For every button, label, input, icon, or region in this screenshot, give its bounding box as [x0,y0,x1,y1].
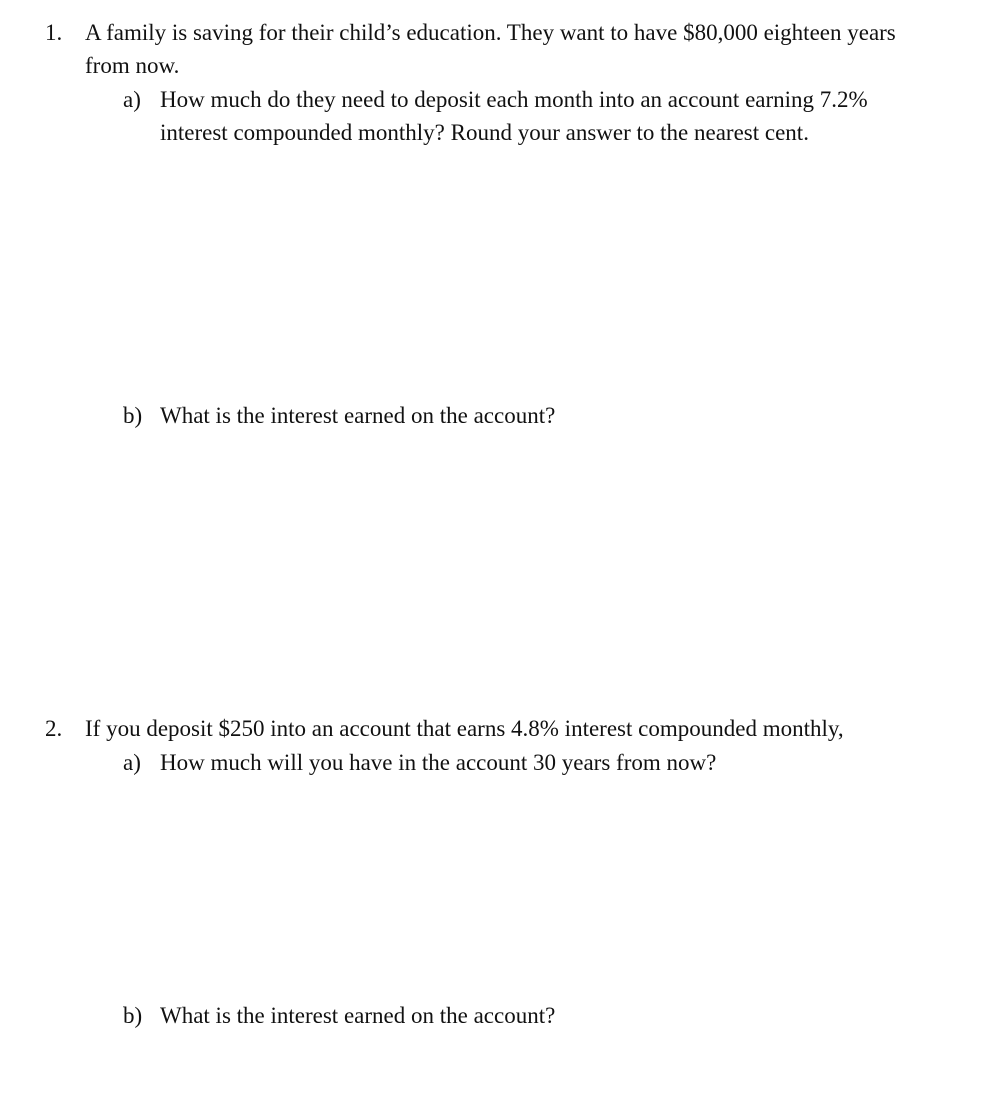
question-text-line: A family is saving for their child’s education. They want to have $80,000 eighteen years [85,20,896,45]
question-text-line: If you deposit $250 into an account that earns 4.8% interest compounded monthly, [85,716,844,741]
question-1-part-b [123,399,953,432]
part-label: b) [123,1003,143,1028]
question-2-part-a [123,746,953,779]
part-label: a) [123,87,141,112]
part-text-line: What is the interest earned on the account? [160,403,556,428]
question-number: 2. [45,716,63,741]
part-text-line: What is the interest earned on the account? [160,1003,556,1028]
part-text-line: How much will you have in the account 30 years from now? [160,750,717,775]
part-text-line: How much do they need to deposit each month into an account earning 7.2% [160,87,868,112]
question-2-part-b [123,999,953,1032]
question-text-line: from now. [85,53,180,78]
part-label: b) [123,403,143,428]
question-number: 1. [45,20,63,45]
question-1 [45,16,980,82]
question-2 [45,712,980,745]
question-1-part-a [123,83,953,149]
part-label: a) [123,750,141,775]
part-text-line: interest compounded monthly? Round your answer to the nearest cent. [160,120,809,145]
